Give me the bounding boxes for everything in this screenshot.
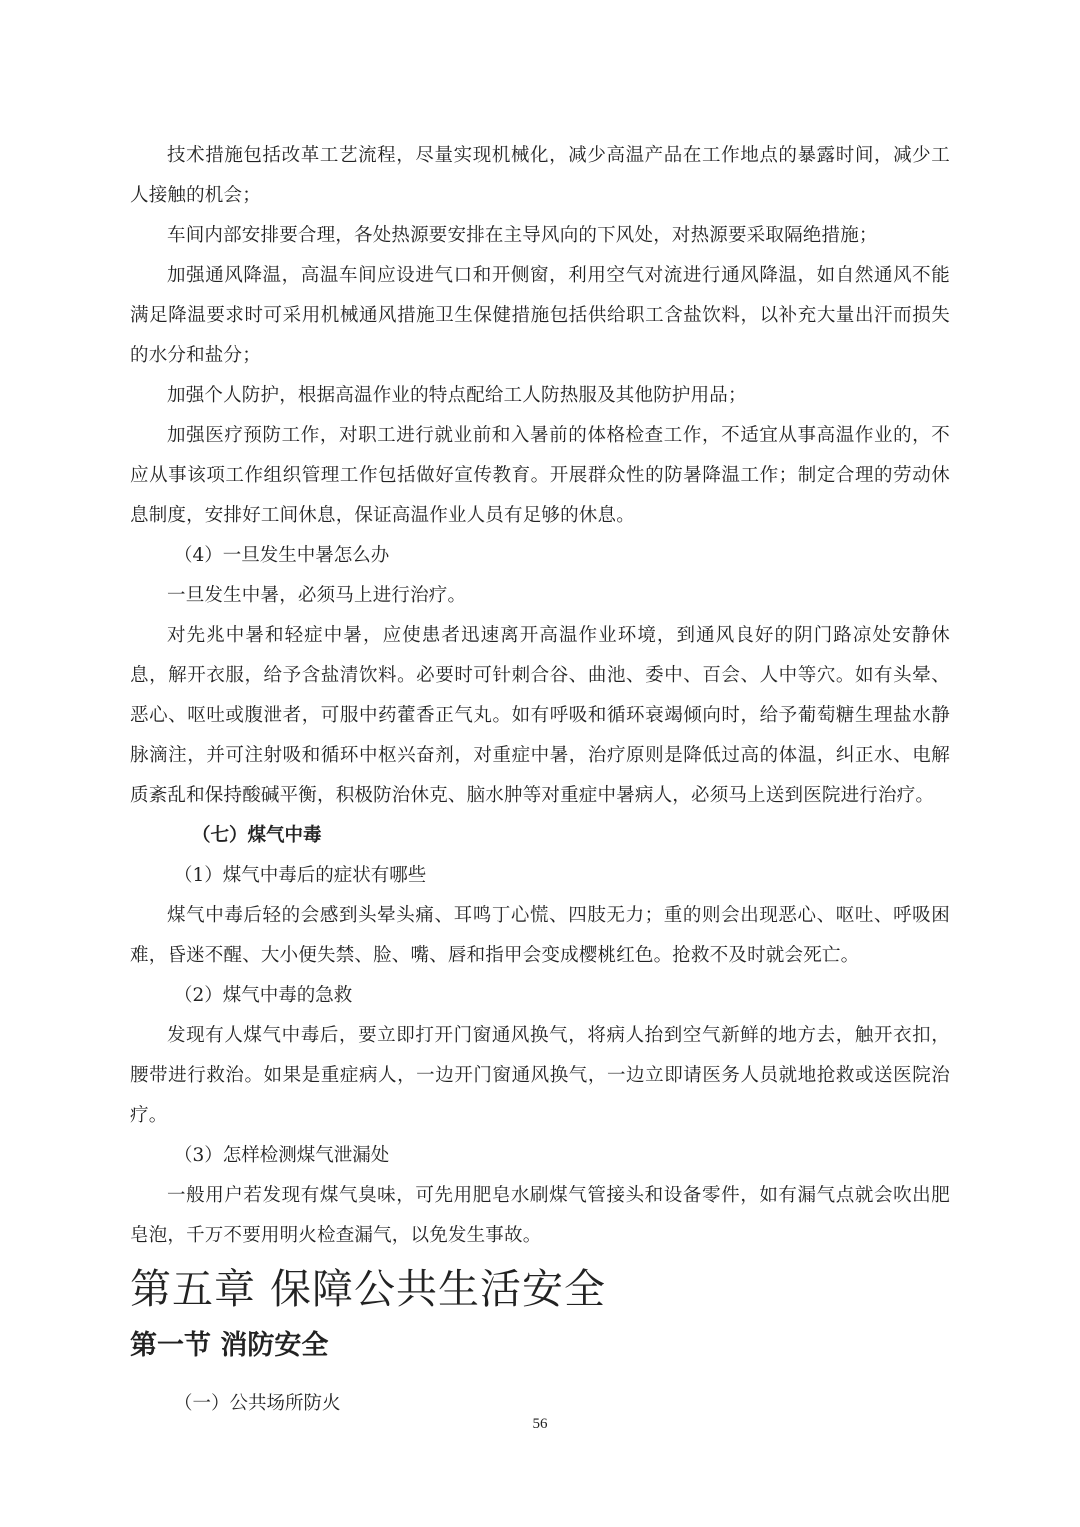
heading-gas-symptoms: （1）煤气中毒后的症状有哪些	[174, 865, 427, 886]
page-content	[130, 136, 950, 1424]
paragraph-gas-symptoms: 煤气中毒后轻的会感到头晕头痛、耳鸣丁心慌、四肢无力；重的则会出现恶心、呕吐、呼吸困难，昏迷不醒、大小便失禁、脸、嘴、唇和指甲会变成樱桃红色。抢救不及时就会死亡。	[130, 905, 950, 966]
heading-gas-leak-detection: （3）怎样检测煤气泄漏处	[174, 1145, 390, 1166]
paragraph-gas-first-aid: 发现有人煤气中毒后，要立即打开门窗通风换气，将病人抬到空气新鲜的地方去，触开衣扣，腰带进行救治。如果是重症病人，一边开门窗通风换气，一边立即请医务人员就地抢救或送医院治疗。	[130, 1025, 950, 1126]
heading-gas-poisoning: （七）煤气中毒	[192, 825, 322, 846]
paragraph-heatstroke-treatment-intro: 一旦发生中暑，必须马上进行治疗。	[167, 585, 467, 606]
page-number: 56	[532, 1416, 548, 1432]
paragraph-personal-protection: 加强个人防护，根据高温作业的特点配给工人防热服及其他防护用品；	[167, 385, 747, 406]
paragraph-technical-measures: 技术措施包括改革工艺流程，尽量实现机械化，减少高温产品在工作地点的暴露时间，减少工人接触的机会；	[130, 145, 950, 206]
chapter-title: 第五章 保障公共生活安全	[130, 1265, 607, 1313]
section-title: 第一节 消防安全	[130, 1330, 329, 1361]
paragraph-workshop-layout: 车间内部安排要合理，各处热源要安排在主导风向的下风处，对热源要采取隔绝措施；	[167, 225, 878, 246]
paragraph-gas-leak-detection: 一般用户若发现有煤气臭味，可先用肥皂水刷煤气管接头和设备零件，如有漏气点就会吹出肥皂泡，千万不要用明火检查漏气，以免发生事故。	[130, 1185, 950, 1246]
heading-gas-first-aid: （2）煤气中毒的急救	[174, 985, 353, 1006]
heading-heatstroke-response: （4）一旦发生中暑怎么办	[174, 545, 390, 566]
paragraph-heatstroke-treatment: 对先兆中暑和轻症中暑，应使患者迅速离开高温作业环境，到通风良好的阴门路凉处安静休息，解开衣服，给予含盐清饮料。必要时可针刺合谷、曲池、委中、百会、人中等穴。如有头晕、恶心、呕吐或腹泄者，可服中药藿香正气丸。如有呼吸和循环衰竭倾向时，给予葡萄糖生理盐水静脉滴注，并可注射吸和循环中枢兴奋剂，对重症中暑，治疗原则是降低过高的体温，纠正水、电解质紊乱和保持酸碱平衡，积极防治休克、脑水肿等对重症中暑病人，必须马上送到医院进行治疗。	[130, 625, 950, 806]
paragraph-medical-prevention: 加强医疗预防工作，对职工进行就业前和入暑前的体格检查工作，不适宜从事高温作业的，不应从事该项工作组织管理工作包括做好宣传教育。开展群众性的防暑降温工作；制定合理的劳动休息制度，安排好工间休息，保证高温作业人员有足够的休息。	[130, 425, 950, 526]
heading-public-fire-prevention: （一）公共场所防火	[174, 1393, 341, 1414]
paragraph-ventilation: 加强通风降温，高温车间应设进气口和开侧窗，利用空气对流进行通风降温，如自然通风不能满足降温要求时可采用机械通风措施卫生保健措施包括供给职工含盐饮料，以补充大量出汗而损失的水分和盐分；	[130, 265, 950, 366]
